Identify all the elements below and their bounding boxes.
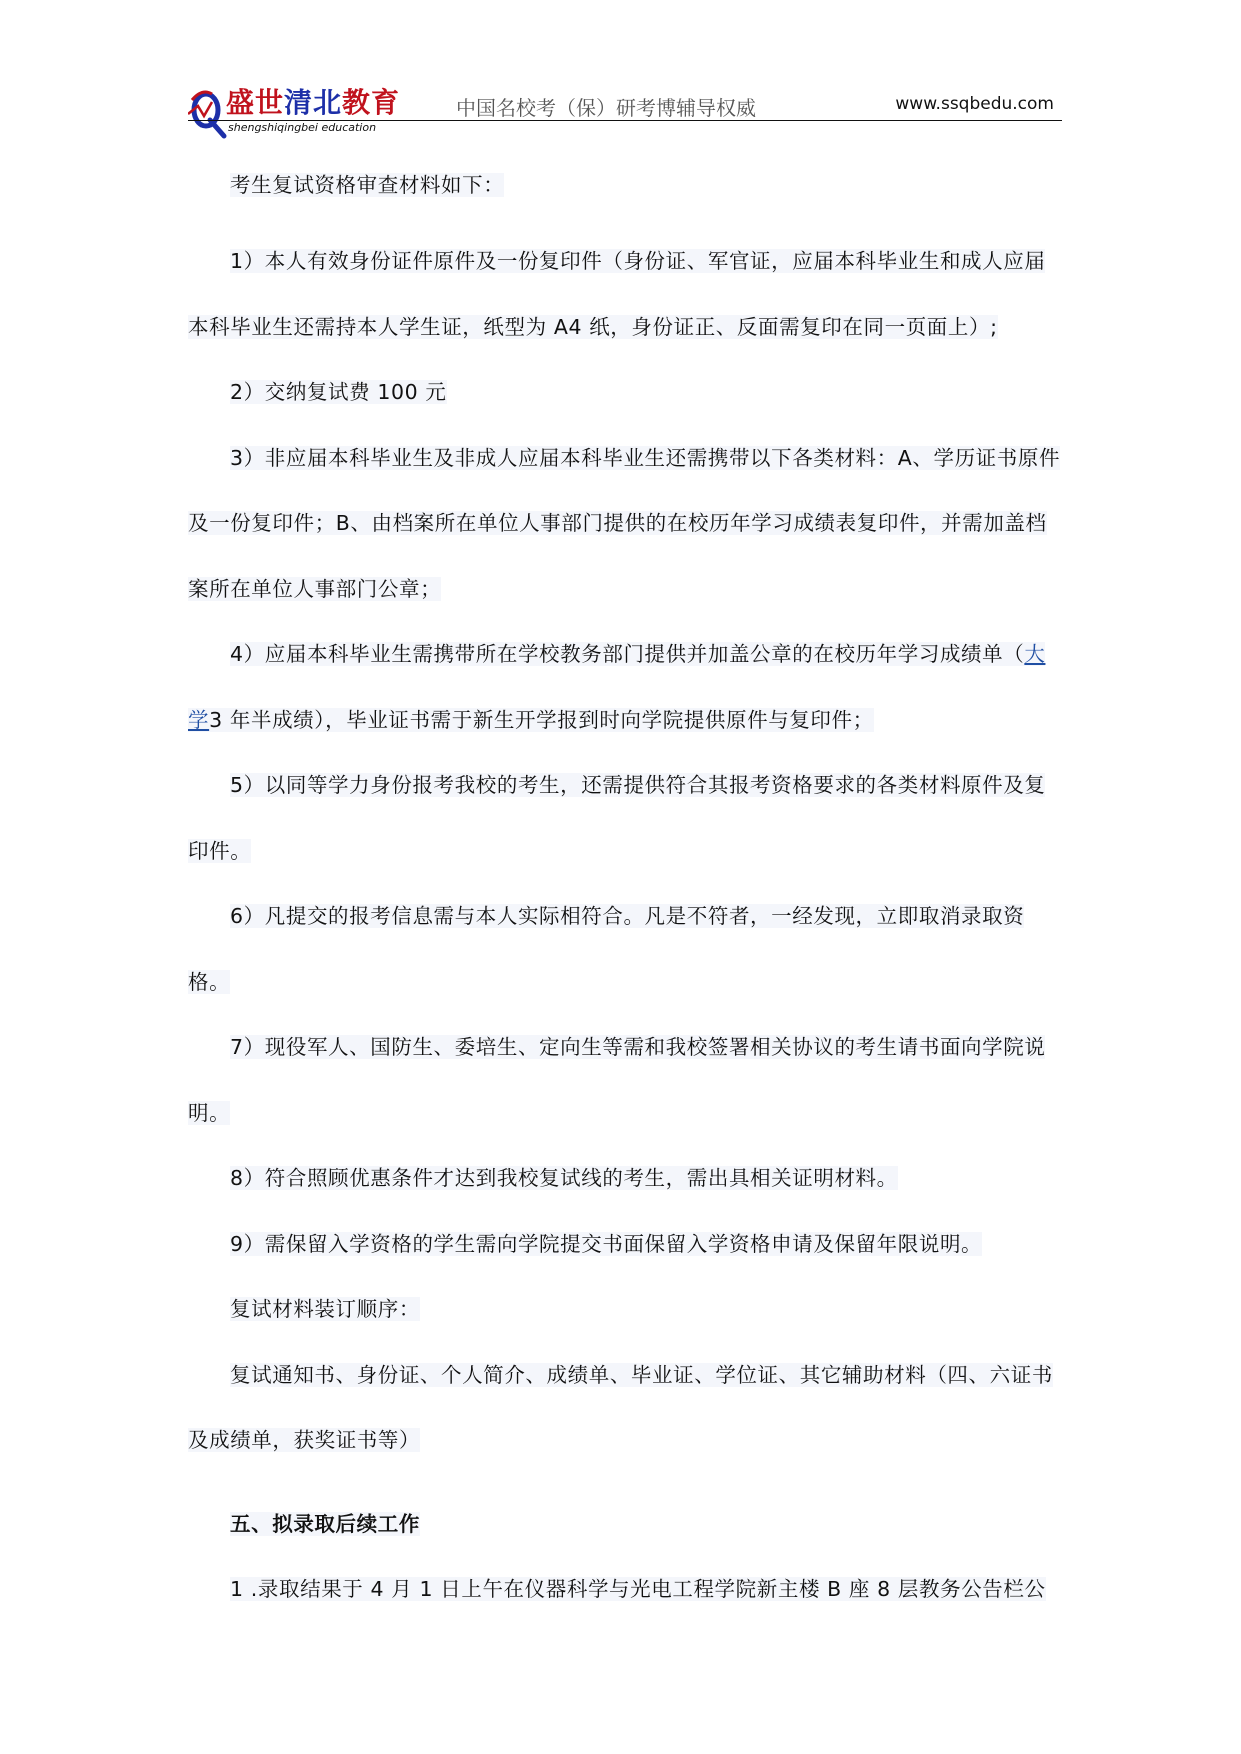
item-1-paragraph [188, 229, 1066, 360]
logo [188, 84, 401, 140]
item-4-paragraph [188, 622, 1066, 753]
item-8-paragraph [188, 1146, 1066, 1212]
item-7-paragraph [188, 1015, 1066, 1146]
intro-text: 考生复试资格审查材料如下： [230, 173, 505, 197]
header-slogan: 中国名校考（保）研考博辅导权威 [456, 96, 756, 120]
item-4-text-after: 3 年半成绩），毕业证书需于新生开学报到时向学院提供原件与复印件； [209, 707, 874, 732]
daxue-link[interactable]: 大学 [188, 642, 1046, 732]
item-2-paragraph [188, 360, 1066, 426]
item-9-paragraph [188, 1212, 1066, 1278]
document-body [188, 164, 1066, 1623]
item-2-text: 2）交纳复试费 100 元 [230, 380, 447, 404]
item-7-text: 7）现役军人、国防生、委培生、定向生等需和我校签署相关协议的考生请书面向学院说明。 [188, 1035, 1046, 1125]
item-6-text: 6）凡提交的报考信息需与本人实际相符合。凡是不符者，一经发现，立即取消录取资格。 [188, 904, 1025, 994]
logo-cn-part1: 盛世 [226, 86, 285, 119]
item-3-text: 3）非应届本科毕业生及非成人应届本科毕业生还需携带以下各类材料：A、学历证书原件及一份复印件；B、由档案所在单位人事部门提供的在校历年学习成绩表复印件，并需加盖档案所在单位人事部门公章； [188, 445, 1061, 601]
section-5-heading [188, 1492, 1066, 1558]
logo-cn-part2: 清北 [284, 86, 343, 119]
item-8-text: 8）符合照顾优惠条件才达到我校复试线的考生，需出具相关证明材料。 [230, 1166, 898, 1190]
binding-order-title-text: 复试材料装订顺序： [230, 1297, 420, 1321]
item-5-text: 5）以同等学力身份报考我校的考生，还需提供符合其报考资格要求的各类材料原件及复印件。 [188, 773, 1046, 863]
binding-order-title [188, 1277, 1066, 1343]
header-divider [188, 120, 1062, 121]
page-header [188, 84, 1062, 140]
header-website: www.ssqbedu.com [895, 94, 1054, 114]
logo-cn-part3: 教育 [342, 86, 401, 119]
logo-chinese-name [226, 88, 400, 118]
item-6-paragraph [188, 884, 1066, 1015]
section-5-item-1-text: 1 .录取结果于 4 月 1 日上午在仪器科学与光电工程学院新主楼 B 座 8 层教务公告栏公 [230, 1577, 1046, 1601]
item-3-paragraph [188, 426, 1066, 623]
item-4-text-before: 4）应届本科毕业生需携带所在学校教务部门提供并加盖公章的在校历年学习成绩单（ [230, 642, 1025, 666]
section-5-item-1-paragraph [188, 1557, 1066, 1623]
binding-order-text: 复试通知书、身份证、个人简介、成绩单、毕业证、学位证、其它辅助材料（四、六证书及成绩单，获奖证书等） [188, 1362, 1053, 1452]
item-9-text: 9）需保留入学资格的学生需向学院提交书面保留入学资格申请及保留年限说明。 [230, 1231, 983, 1256]
binding-order-paragraph [188, 1343, 1066, 1474]
section-5-heading-text: 五、拟录取后续工作 [230, 1511, 420, 1536]
item-1-text: 1）本人有效身份证件原件及一份复印件（身份证、军官证，应届本科毕业生和成人应届本科毕业生还需持本人学生证，纸型为 A4 纸，身份证正、反面需复印在同一页面上）; [188, 249, 1046, 339]
intro-paragraph [188, 164, 1066, 206]
logo-english-name: shengshiqingbei education [228, 121, 377, 134]
logo-emblem-icon [188, 86, 228, 140]
item-5-paragraph [188, 753, 1066, 884]
